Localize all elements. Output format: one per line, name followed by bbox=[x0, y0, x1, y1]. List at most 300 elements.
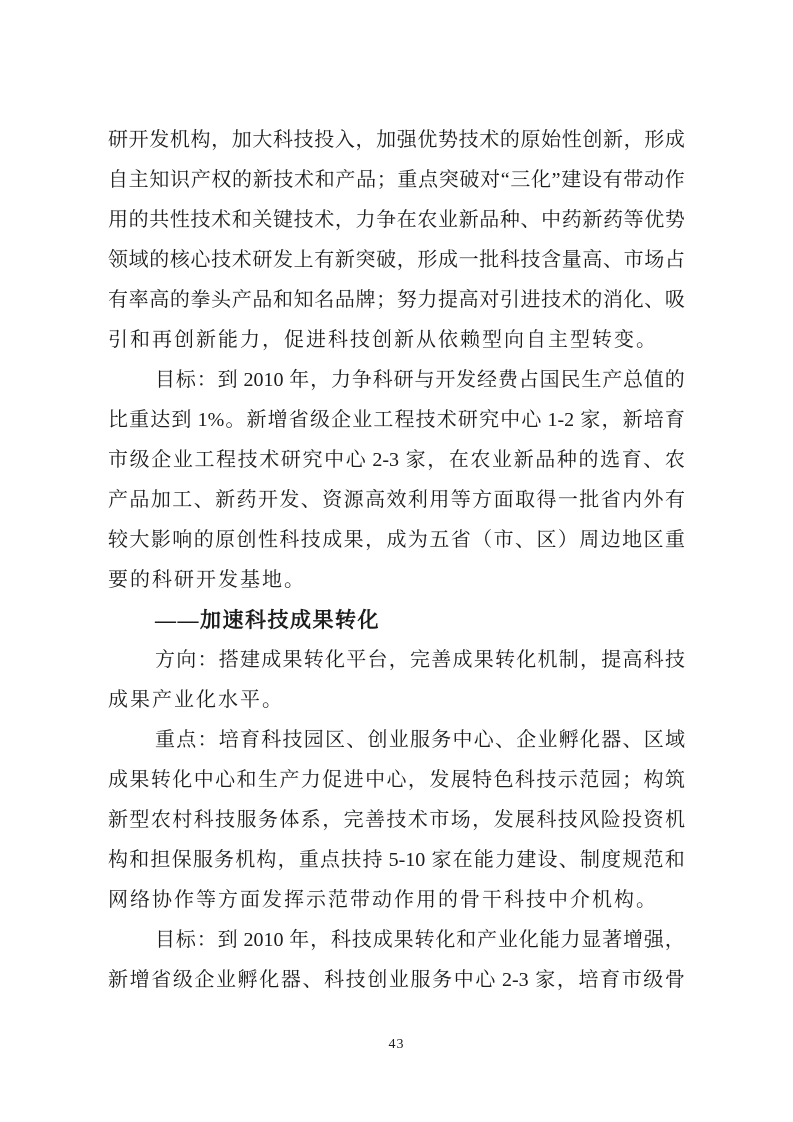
glyph-unit: 5-10 bbox=[383, 849, 431, 871]
glyph-unit: 科 bbox=[324, 969, 345, 991]
glyph-unit: 力 bbox=[355, 209, 376, 231]
glyph-unit: 高 bbox=[622, 649, 643, 671]
body-text-line bbox=[108, 760, 685, 800]
glyph-unit: 工 bbox=[172, 489, 193, 511]
glyph-unit: 成 bbox=[261, 649, 282, 671]
glyph-unit: 心 bbox=[521, 409, 542, 431]
glyph-unit: 级 bbox=[643, 969, 664, 991]
glyph-unit: ， bbox=[277, 849, 298, 871]
glyph-unit: 在 bbox=[448, 449, 469, 471]
glyph-unit: 区 bbox=[325, 729, 345, 751]
glyph-unit: “ bbox=[500, 169, 510, 191]
glyph-unit: 制 bbox=[558, 649, 579, 671]
glyph-unit: 术 bbox=[294, 169, 315, 191]
page-number: 43 bbox=[388, 1037, 405, 1052]
glyph-unit: 业 bbox=[438, 209, 458, 231]
glyph-unit: 重 bbox=[397, 169, 418, 191]
glyph-unit: 有 bbox=[314, 249, 335, 271]
glyph-unit: 等 bbox=[450, 489, 471, 511]
text-block bbox=[108, 120, 685, 1000]
glyph-unit: 村 bbox=[172, 809, 193, 831]
glyph-unit: 化 bbox=[172, 769, 193, 791]
glyph-unit: 科 bbox=[372, 369, 393, 391]
glyph-unit: 2-3 bbox=[496, 969, 534, 991]
glyph-unit: 技 bbox=[415, 409, 436, 431]
glyph-unit: 心 bbox=[345, 449, 366, 471]
glyph-unit: 科 bbox=[193, 809, 214, 831]
glyph-unit: 产 bbox=[279, 769, 300, 791]
glyph-unit: 等 bbox=[623, 209, 644, 231]
glyph-unit: 构 bbox=[190, 129, 211, 151]
glyph-unit: 品 bbox=[334, 289, 355, 311]
glyph-unit: 显 bbox=[581, 929, 602, 951]
glyph-unit: 大 bbox=[129, 529, 150, 551]
glyph-unit: 技 bbox=[293, 129, 314, 151]
body-text-line bbox=[108, 240, 685, 280]
glyph-unit: 设 bbox=[537, 849, 558, 871]
glyph-unit: 业 bbox=[537, 729, 558, 751]
glyph-unit: 突 bbox=[355, 249, 376, 271]
glyph-unit: 的 bbox=[578, 449, 599, 471]
glyph-unit: 点 bbox=[320, 849, 341, 871]
glyph-unit: 险 bbox=[600, 809, 621, 831]
glyph-unit: 中 bbox=[193, 769, 214, 791]
glyph-unit: 发 bbox=[149, 129, 170, 151]
glyph-unit: 边 bbox=[600, 529, 621, 551]
glyph-unit: 科 bbox=[279, 529, 300, 551]
glyph-unit: 果 bbox=[282, 649, 303, 671]
glyph-unit: 投 bbox=[314, 129, 335, 151]
glyph-unit: 业 bbox=[352, 409, 373, 431]
glyph-unit: 利 bbox=[407, 489, 428, 511]
glyph-unit: 加 bbox=[376, 129, 397, 151]
glyph-unit: 搭 bbox=[218, 649, 239, 671]
glyph-unit: 始 bbox=[541, 129, 562, 151]
glyph-unit: 方 bbox=[472, 489, 493, 511]
glyph-unit: 得 bbox=[536, 489, 557, 511]
glyph-unit: 关 bbox=[252, 209, 273, 231]
glyph-unit: 技 bbox=[386, 809, 407, 831]
glyph-unit: 键 bbox=[273, 209, 293, 231]
glyph-unit: 的 bbox=[193, 529, 214, 551]
glyph-unit: ， bbox=[580, 649, 600, 671]
glyph-unit: 点 bbox=[418, 169, 439, 191]
body-text-line: 网络协作等方面发挥示范带动作用的骨干科技中介机构。 bbox=[108, 889, 658, 911]
glyph-unit: 在 bbox=[396, 209, 417, 231]
body-text-line bbox=[108, 280, 685, 320]
glyph-unit: 重 bbox=[664, 529, 685, 551]
glyph-unit: 重 bbox=[129, 409, 150, 431]
glyph-unit: ， bbox=[322, 809, 343, 831]
glyph-unit: ” bbox=[551, 169, 561, 191]
glyph-unit: 消 bbox=[603, 289, 623, 311]
glyph-unit: 保 bbox=[171, 849, 192, 871]
glyph-unit: 成 bbox=[438, 249, 458, 271]
glyph-unit: 高 bbox=[149, 289, 170, 311]
glyph-unit: 农 bbox=[150, 809, 171, 831]
glyph-unit: 突 bbox=[438, 169, 459, 191]
glyph-unit: 一 bbox=[557, 489, 578, 511]
glyph-unit: 转 bbox=[150, 769, 171, 791]
glyph-unit: 规 bbox=[622, 849, 643, 871]
glyph-unit: 争 bbox=[351, 369, 372, 391]
glyph-unit: 批 bbox=[579, 489, 600, 511]
body-text-line bbox=[108, 400, 685, 440]
glyph-unit: 系 bbox=[300, 809, 321, 831]
glyph-unit: 原 bbox=[215, 529, 236, 551]
glyph-unit: 技 bbox=[300, 529, 321, 551]
glyph-unit: 产 bbox=[190, 169, 211, 191]
glyph-unit: 品 bbox=[535, 449, 556, 471]
glyph-unit: 产 bbox=[231, 289, 252, 311]
glyph-unit: 持 bbox=[362, 849, 383, 871]
glyph-unit: 牌 bbox=[355, 289, 376, 311]
glyph-unit: 力 bbox=[560, 929, 581, 951]
section-heading: ——加速科技成果转化 bbox=[155, 608, 380, 632]
glyph-unit: 提 bbox=[601, 649, 622, 671]
glyph-unit: 化 bbox=[580, 729, 600, 751]
glyph-unit: 新 bbox=[108, 969, 128, 991]
glyph-unit: 与 bbox=[414, 369, 435, 391]
glyph-unit: 吸 bbox=[664, 289, 685, 311]
glyph-unit: 的 bbox=[169, 289, 190, 311]
body-text-line bbox=[108, 480, 685, 520]
glyph-unit: 技 bbox=[215, 809, 236, 831]
glyph-unit: 动 bbox=[643, 169, 664, 191]
glyph-unit: 产 bbox=[335, 169, 356, 191]
glyph-unit: 研 bbox=[457, 409, 478, 431]
glyph-unit: 的 bbox=[128, 209, 149, 231]
glyph-unit: 带 bbox=[623, 169, 644, 191]
glyph-unit: 化 bbox=[435, 929, 456, 951]
glyph-unit: 建 bbox=[240, 649, 260, 671]
glyph-unit: 值 bbox=[643, 369, 664, 391]
glyph-unit: 大 bbox=[252, 129, 273, 151]
glyph-unit: 技 bbox=[351, 929, 372, 951]
glyph-unit: 创 bbox=[367, 729, 388, 751]
glyph-unit: 技 bbox=[520, 249, 541, 271]
glyph-unit: 进 bbox=[520, 289, 541, 311]
glyph-unit: 知 bbox=[149, 169, 170, 191]
glyph-unit: 为 bbox=[407, 529, 428, 551]
glyph-unit: 强 bbox=[396, 129, 417, 151]
glyph-unit: 省 bbox=[288, 409, 309, 431]
glyph-unit: 重 bbox=[155, 729, 175, 751]
glyph-unit: 果 bbox=[343, 529, 364, 551]
glyph-unit: 科 bbox=[499, 249, 520, 271]
glyph-unit: 果 bbox=[473, 649, 494, 671]
glyph-unit: 术 bbox=[561, 289, 582, 311]
glyph-unit: 区 bbox=[536, 529, 557, 551]
glyph-unit: 年 bbox=[289, 369, 310, 391]
glyph-unit: 企 bbox=[516, 729, 537, 751]
glyph-unit: 、 bbox=[302, 969, 323, 991]
glyph-unit: 业 bbox=[388, 969, 409, 991]
glyph-unit: ， bbox=[407, 769, 428, 791]
glyph-unit: 2010 bbox=[238, 369, 289, 391]
glyph-unit: 能 bbox=[473, 849, 494, 871]
glyph-unit: 势 bbox=[664, 209, 685, 231]
glyph-unit: 术 bbox=[436, 409, 457, 431]
glyph-unit: 、 bbox=[644, 289, 665, 311]
glyph-unit: 品 bbox=[129, 489, 150, 511]
glyph-unit: 省 bbox=[450, 529, 471, 551]
glyph-unit: 园 bbox=[303, 729, 324, 751]
glyph-unit: 务 bbox=[431, 729, 452, 751]
glyph-unit: 的 bbox=[664, 369, 685, 391]
glyph-unit: 器 bbox=[601, 729, 622, 751]
glyph-unit: 产 bbox=[108, 489, 128, 511]
glyph-unit: 的 bbox=[499, 129, 520, 151]
glyph-unit: 区 bbox=[643, 729, 664, 751]
glyph-unit: 制 bbox=[579, 849, 600, 871]
glyph-unit: 化 bbox=[531, 169, 551, 191]
glyph-unit: 新 bbox=[458, 209, 479, 231]
glyph-unit: 术 bbox=[314, 209, 335, 231]
glyph-unit: 药 bbox=[236, 489, 257, 511]
glyph-unit: ， bbox=[334, 209, 355, 231]
glyph-unit: 重 bbox=[298, 849, 319, 871]
glyph-unit: 加 bbox=[150, 489, 171, 511]
glyph-unit: ， bbox=[355, 129, 376, 151]
glyph-unit: 风 bbox=[579, 809, 600, 831]
glyph-unit: 心 bbox=[475, 969, 496, 991]
glyph-unit: 形 bbox=[644, 129, 665, 151]
glyph-unit: 成 bbox=[386, 529, 407, 551]
glyph-unit: 家 bbox=[431, 849, 452, 871]
body-text-line bbox=[108, 200, 685, 240]
glyph-unit: 市 bbox=[621, 969, 642, 991]
glyph-unit: 破 bbox=[376, 249, 397, 271]
glyph-unit: ， bbox=[601, 409, 622, 431]
glyph-unit: 心 bbox=[190, 249, 211, 271]
glyph-unit: ： bbox=[196, 369, 217, 391]
glyph-unit: 企 bbox=[331, 409, 352, 431]
glyph-unit: 用 bbox=[429, 489, 450, 511]
glyph-unit: 对 bbox=[480, 169, 501, 191]
glyph-unit: 中 bbox=[500, 409, 521, 431]
glyph-unit: 技 bbox=[273, 169, 294, 191]
glyph-unit: 、 bbox=[300, 489, 321, 511]
glyph-unit: 药 bbox=[561, 209, 582, 231]
glyph-unit: 自 bbox=[108, 169, 128, 191]
glyph-unit: 、 bbox=[515, 529, 536, 551]
glyph-unit: 五 bbox=[429, 529, 450, 551]
glyph-unit: 用 bbox=[108, 209, 128, 231]
glyph-unit: 转 bbox=[495, 649, 515, 671]
glyph-unit: 2010 bbox=[238, 929, 289, 951]
glyph-unit: 的 bbox=[582, 289, 603, 311]
glyph-unit: 新 bbox=[513, 449, 534, 471]
glyph-unit: 较 bbox=[108, 529, 128, 551]
glyph-unit: 中 bbox=[452, 729, 473, 751]
glyph-unit: 心 bbox=[215, 769, 236, 791]
glyph-unit: 育 bbox=[664, 409, 685, 431]
glyph-unit: 响 bbox=[172, 529, 193, 551]
glyph-unit: 增 bbox=[267, 409, 288, 431]
glyph-unit: 器 bbox=[280, 969, 301, 991]
glyph-unit: 资 bbox=[322, 489, 343, 511]
glyph-unit: 到 bbox=[217, 929, 238, 951]
glyph-unit: 中 bbox=[324, 449, 345, 471]
glyph-unit: 有 bbox=[108, 289, 128, 311]
glyph-unit: 和 bbox=[231, 209, 252, 231]
glyph-unit: ： bbox=[196, 929, 217, 951]
glyph-unit: 发 bbox=[273, 249, 293, 271]
glyph-unit: 技 bbox=[282, 729, 303, 751]
glyph-unit: 术 bbox=[407, 809, 428, 831]
glyph-unit: ； bbox=[376, 169, 397, 191]
body-text-line: 要的科研开发基地。 bbox=[108, 569, 306, 591]
glyph-unit: 机 bbox=[537, 649, 558, 671]
glyph-unit: 建 bbox=[561, 169, 582, 191]
glyph-unit: ： bbox=[197, 729, 218, 751]
glyph-unit: 高 bbox=[582, 249, 603, 271]
glyph-unit: 展 bbox=[515, 809, 536, 831]
glyph-unit: 完 bbox=[343, 809, 364, 831]
glyph-unit: 化 bbox=[518, 929, 539, 951]
glyph-unit: 机 bbox=[169, 129, 190, 151]
glyph-unit: 技 bbox=[665, 649, 685, 671]
glyph-unit: （ bbox=[472, 529, 493, 551]
glyph-unit: 务 bbox=[257, 809, 278, 831]
glyph-unit: ， bbox=[556, 969, 577, 991]
glyph-unit: 孵 bbox=[558, 729, 579, 751]
glyph-unit: 力 bbox=[417, 289, 438, 311]
glyph-unit: 国 bbox=[539, 369, 560, 391]
glyph-unit: 研 bbox=[393, 369, 414, 391]
glyph-unit: 技 bbox=[536, 769, 557, 791]
glyph-unit: 级 bbox=[129, 449, 150, 471]
glyph-unit: 服 bbox=[192, 849, 213, 871]
glyph-unit: 加 bbox=[231, 129, 252, 151]
glyph-unit: 创 bbox=[236, 529, 257, 551]
glyph-unit: 技 bbox=[190, 209, 211, 231]
glyph-unit: 点 bbox=[176, 729, 197, 751]
body-text-line: 成果产业化水平。 bbox=[108, 689, 284, 711]
glyph-unit: 市 bbox=[429, 809, 450, 831]
glyph-unit: 工 bbox=[373, 409, 394, 431]
glyph-unit: 生 bbox=[257, 769, 278, 791]
glyph-unit: ； bbox=[622, 769, 643, 791]
glyph-unit: 进 bbox=[343, 769, 364, 791]
glyph-unit: 业 bbox=[492, 449, 513, 471]
glyph-unit: 服 bbox=[236, 809, 257, 831]
glyph-unit: 术 bbox=[479, 129, 500, 151]
glyph-unit: 提 bbox=[438, 289, 458, 311]
glyph-unit: 业 bbox=[497, 929, 518, 951]
glyph-unit: 转 bbox=[303, 649, 324, 671]
glyph-unit: ， bbox=[310, 369, 331, 391]
glyph-unit: 资 bbox=[643, 809, 664, 831]
glyph-unit: 发 bbox=[456, 369, 477, 391]
glyph-unit: 家 bbox=[535, 969, 556, 991]
glyph-unit: 成 bbox=[372, 929, 393, 951]
glyph-unit: 究 bbox=[479, 409, 500, 431]
glyph-unit: 成 bbox=[452, 649, 473, 671]
glyph-unit: 研 bbox=[108, 129, 128, 151]
glyph-unit: 产 bbox=[477, 929, 498, 951]
glyph-unit: 示 bbox=[557, 769, 578, 791]
glyph-unit: 新 bbox=[622, 409, 643, 431]
glyph-unit: 担 bbox=[150, 849, 171, 871]
glyph-unit: 务 bbox=[214, 849, 235, 871]
glyph-unit: 品 bbox=[252, 289, 273, 311]
glyph-unit: 取 bbox=[515, 489, 536, 511]
glyph-unit: 1-2 bbox=[542, 409, 580, 431]
glyph-unit: ， bbox=[388, 649, 409, 671]
body-text-line bbox=[108, 640, 685, 680]
glyph-unit: 新 bbox=[334, 249, 355, 271]
glyph-unit: 形 bbox=[417, 249, 438, 271]
glyph-unit: 识 bbox=[170, 169, 191, 191]
glyph-unit: 科 bbox=[536, 809, 557, 831]
glyph-unit: 的 bbox=[232, 169, 253, 191]
glyph-unit: 构 bbox=[643, 769, 664, 791]
glyph-unit: 技 bbox=[293, 209, 314, 231]
glyph-unit: 有 bbox=[664, 489, 685, 511]
glyph-unit: 、 bbox=[603, 249, 623, 271]
glyph-unit: 高 bbox=[458, 289, 479, 311]
glyph-unit: 创 bbox=[367, 969, 388, 991]
glyph-unit: 。 bbox=[225, 409, 246, 431]
glyph-unit: 方 bbox=[155, 649, 175, 671]
glyph-unit: 发 bbox=[429, 769, 450, 791]
glyph-unit: 经 bbox=[477, 369, 498, 391]
glyph-unit: 上 bbox=[293, 249, 314, 271]
glyph-unit: 周 bbox=[579, 529, 600, 551]
glyph-unit: 级 bbox=[172, 969, 193, 991]
glyph-unit: 一 bbox=[458, 249, 479, 271]
glyph-unit: 新 bbox=[603, 129, 623, 151]
body-text-line bbox=[108, 520, 685, 560]
glyph-unit: 和 bbox=[129, 849, 150, 871]
body-text-line bbox=[108, 120, 685, 160]
glyph-unit: 程 bbox=[394, 409, 415, 431]
glyph-unit: 占 bbox=[518, 369, 539, 391]
glyph-unit: ， bbox=[472, 809, 493, 831]
glyph-unit: 企 bbox=[194, 969, 215, 991]
glyph-unit: 场 bbox=[644, 249, 665, 271]
glyph-unit: 向 bbox=[176, 649, 197, 671]
glyph-unit: ， bbox=[211, 129, 232, 151]
glyph-unit: 和 bbox=[273, 289, 293, 311]
glyph-unit: 善 bbox=[365, 809, 386, 831]
glyph-unit: 名 bbox=[314, 289, 335, 311]
glyph-unit: 台 bbox=[367, 649, 388, 671]
glyph-unit: 新 bbox=[252, 169, 273, 191]
glyph-unit: 作 bbox=[664, 169, 685, 191]
glyph-unit: 和 bbox=[664, 849, 685, 871]
glyph-unit: 务 bbox=[432, 969, 453, 991]
glyph-unit: 和 bbox=[456, 929, 477, 951]
glyph-unit: 型 bbox=[129, 809, 150, 831]
glyph-unit: 源 bbox=[343, 489, 364, 511]
glyph-unit: 业 bbox=[216, 969, 237, 991]
glyph-unit: 心 bbox=[386, 769, 407, 791]
glyph-unit: 和 bbox=[314, 169, 335, 191]
glyph-unit: 家 bbox=[580, 409, 601, 431]
glyph-unit: 机 bbox=[664, 809, 685, 831]
glyph-unit: 努 bbox=[396, 289, 417, 311]
glyph-unit: 园 bbox=[600, 769, 621, 791]
glyph-unit: 成 bbox=[108, 769, 128, 791]
glyph-unit: 药 bbox=[603, 209, 623, 231]
glyph-unit: 内 bbox=[622, 489, 643, 511]
glyph-unit: 育 bbox=[621, 449, 642, 471]
glyph-unit: 科 bbox=[515, 769, 536, 791]
glyph-unit: 批 bbox=[479, 249, 500, 271]
